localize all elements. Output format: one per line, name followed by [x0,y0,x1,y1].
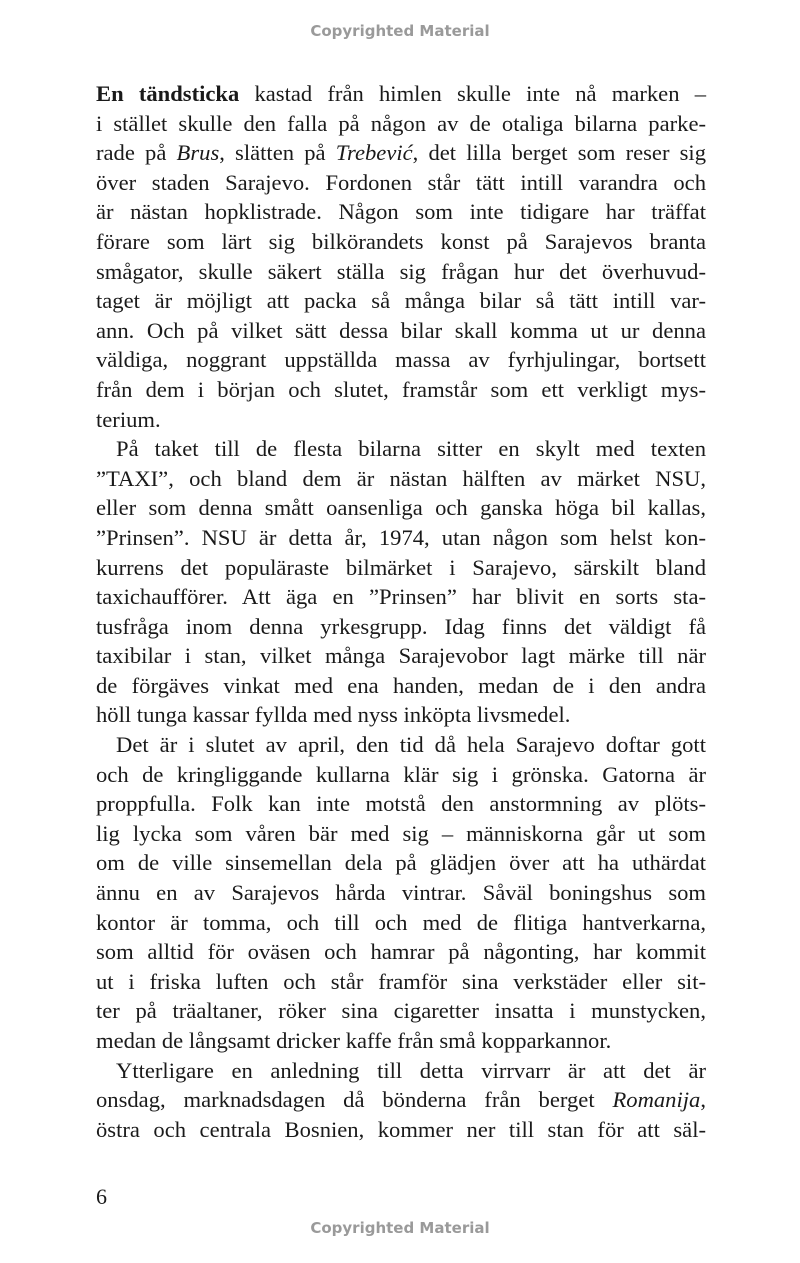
text-line: från dem i början och slutet, framstår som ett verkligt mys- [96,376,706,402]
text-line: förare som lärt sig bilkörandets konst på Sarajevos branta [96,228,706,254]
text-line: ”Prinsen”. NSU är detta år, 1974, utan någon som helst kon- [96,524,706,550]
text-line: På taket till de flesta bilarna sitter en skylt med texten [116,436,706,462]
text-line: rade på Brus, slätten på Trebević, det lilla berget som reser sig [96,140,707,166]
text-line: östra och centrala Bosnien, kommer ner till stan för att säl- [96,1116,706,1142]
text-line: terium. [96,406,161,432]
text-line: om de ville sinsemellan dela på glädjen över att ha uthärdat [96,850,706,876]
text-line: Det är i slutet av april, den tid då hela Sarajevo doftar gott [116,732,706,758]
text-line: taget är möjligt att packa så många bilar så tätt intill var- [96,288,706,314]
text-line: lig lycka som våren bär med sig – människorna går ut som [96,820,706,846]
text-line: proppfulla. Folk kan inte motstå den anstormning av plöts- [96,791,706,817]
text-line: smågator, skulle säkert ställa sig frågan hur det överhuvud- [96,258,706,284]
copyright-watermark-bottom: Copyrighted Material [310,1219,490,1237]
text-line: ut i friska luften och står framför sina verkstäder eller sit- [96,968,706,994]
text-line: ann. Och på vilket sätt dessa bilar skall komma ut ur denna [96,317,706,343]
page-number: 6 [96,1184,107,1209]
text-line: i stället skulle den falla på någon av de otaliga bilarna parke- [96,110,706,136]
copyright-watermark-top: Copyrighted Material [310,22,490,40]
text-line: höll tunga kassar fyllda med nyss inköpta livsmedel. [96,702,571,728]
text-line: ”TAXI”, och bland dem är nästan hälften av märket NSU, [96,465,706,491]
text-line: de förgäves vinkat med ena handen, medan de i den andra [96,672,706,698]
text-line: ter på träaltaner, röker sina cigaretter insatta i munstycken, [96,998,706,1024]
text-line: väldiga, noggrant uppställda massa av fyrhjulingar, bortsett [96,347,706,373]
lead-words: En tändsticka [96,81,240,106]
text-line: är nästan hopklistrade. Någon som inte tidigare har träffat [96,199,706,225]
text-line: Ytterligare en anledning till detta virrvarr är att det är [116,1057,706,1083]
body-text [96,79,706,1144]
text-line: över staden Sarajevo. Fordonen står tätt intill varandra och [96,169,706,195]
text-line: kurrens det populäraste bilmärket i Sarajevo, särskilt bland [96,554,706,580]
place-name-romanija: Romanija [612,1087,701,1113]
text-line: En tändsticka kastad från himlen skulle inte nå marken – [96,81,706,106]
text-line: ännu en av Sarajevos hårda vintrar. Såväl boningshus som [96,880,706,906]
place-name-trebevic: Trebević [335,140,413,166]
text-line: och de kringliggande kullarna klär sig i grönska. Gatorna är [96,761,706,787]
text-line: eller som denna smått oansenliga och ganska höga bil kallas, [96,495,706,521]
place-name-brus: Brus [176,140,220,166]
text-line: medan de långsamt dricker kaffe från små kopparkannor. [96,1028,612,1053]
text-line: taxibilar i stan, vilket många Sarajevobor lagt märke till när [96,643,706,669]
text-line: taxichaufförer. Att äga en ”Prinsen” har blivit en sorts sta- [96,584,706,610]
text-line: onsdag, marknadsdagen då bönderna från berget Romanija, [96,1087,706,1113]
text-line: kontor är tomma, och till och med de flitiga hantverkarna, [96,909,706,935]
text-line: tusfråga inom denna yrkesgrupp. Idag finns det väldigt få [96,613,706,639]
text-line: som alltid för oväsen och hamrar på någonting, har kommit [96,939,706,965]
